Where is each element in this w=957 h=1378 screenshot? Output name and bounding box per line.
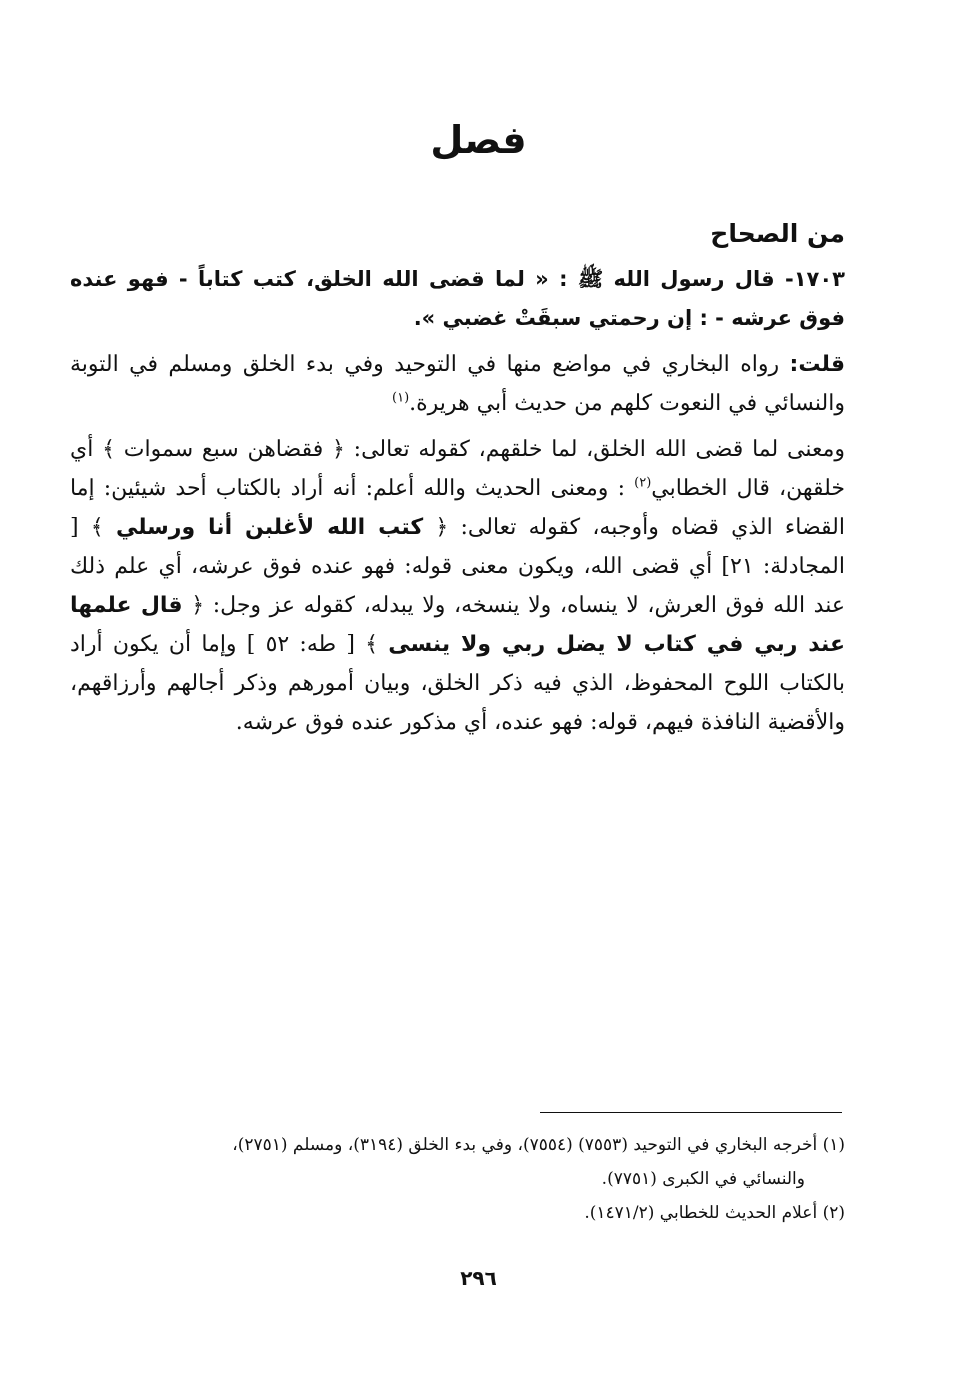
explanation-part-3: ﴾ [ المجادلة: ٢١] أي قضى الله، ويكون معنى قوله: فهو عنده فوق عرشه، أي علم ذلك عند الله فوق العرش، لا ينساه، ولا ينسخه، ولا يبدله، كقوله عز وجل: ﴿ (70, 515, 845, 618)
hadith-text: ١٧٠٣- قال رسول الله ﷺ : « لما قضى الله الخلق، كتب كتاباً - فهو عنده فوق عرشه - : إن رحمتي سبقَتْ غضبي ». (70, 267, 845, 330)
footnote-1-line-2: والنسائي في الكبرى (٧٧٥١). (601, 1169, 805, 1189)
footnote-ref-1[interactable]: (١) (392, 390, 410, 406)
footnote-2: (٢) أعلام الحديث للخطابي (١٤٧١/٢). (584, 1203, 845, 1223)
page-number: ٢٩٦ (460, 1266, 497, 1290)
qult-label: قلت: (789, 352, 845, 377)
section-heading: من الصحاح (710, 219, 845, 248)
explanation-part-2: : ومعنى الحديث والله أعلم: أنه أراد بالكتاب أحد شيئين: إما القضاء الذي قضاه وأوجبه، كقوله تعالى: ﴿ (70, 476, 845, 540)
footnote-divider (540, 1112, 842, 1113)
qult-paragraph (70, 345, 845, 423)
footnotes (70, 1128, 845, 1230)
footnote-1-line-1: (١) أخرجه البخاري في التوحيد (٧٥٥٣) (٧٥٥٤)، وفي بدء الخلق (٣١٩٤)، ومسلم (٢٧٥١)، (232, 1135, 845, 1155)
explanation-part-1: ومعنى لما قضى الله الخلق، لما خلقهم، كقوله تعالى: ﴿ فقضاهن سبع سموات ﴾ أي خلقهن، قال الخطابي (70, 437, 846, 501)
qult-text: رواه البخاري في مواضع منها في التوحيد وفي بدء الخلق ومسلم في التوبة والنسائي في النعوت كلهم من حديث أبي هريرة. (70, 352, 845, 416)
chapter-title: فصل (430, 118, 527, 162)
explanation-paragraph (70, 430, 845, 742)
footnote-ref-2[interactable]: (٢) (634, 475, 652, 491)
quran-verse-taha: قال علمها عند ربي في كتاب لا يضل ربي ولا ينسى (70, 593, 846, 657)
explanation-part-4: ﴾ [ طه: ٥٢ ] وإما أن يكون أراد بالكتاب اللوح المحفوظ، الذي فيه ذكر الخلق، وبيان أمورهم وذكر أجالهم وأرزاقهم، والأقضية النافذة فيهم، قوله: فهو عنده، أي مذكور عنده فوق عرشه. (70, 632, 845, 735)
quran-verse-mujadila: كتب الله لأغلبن أنا ورسلي (115, 515, 424, 540)
main-text (70, 214, 845, 749)
